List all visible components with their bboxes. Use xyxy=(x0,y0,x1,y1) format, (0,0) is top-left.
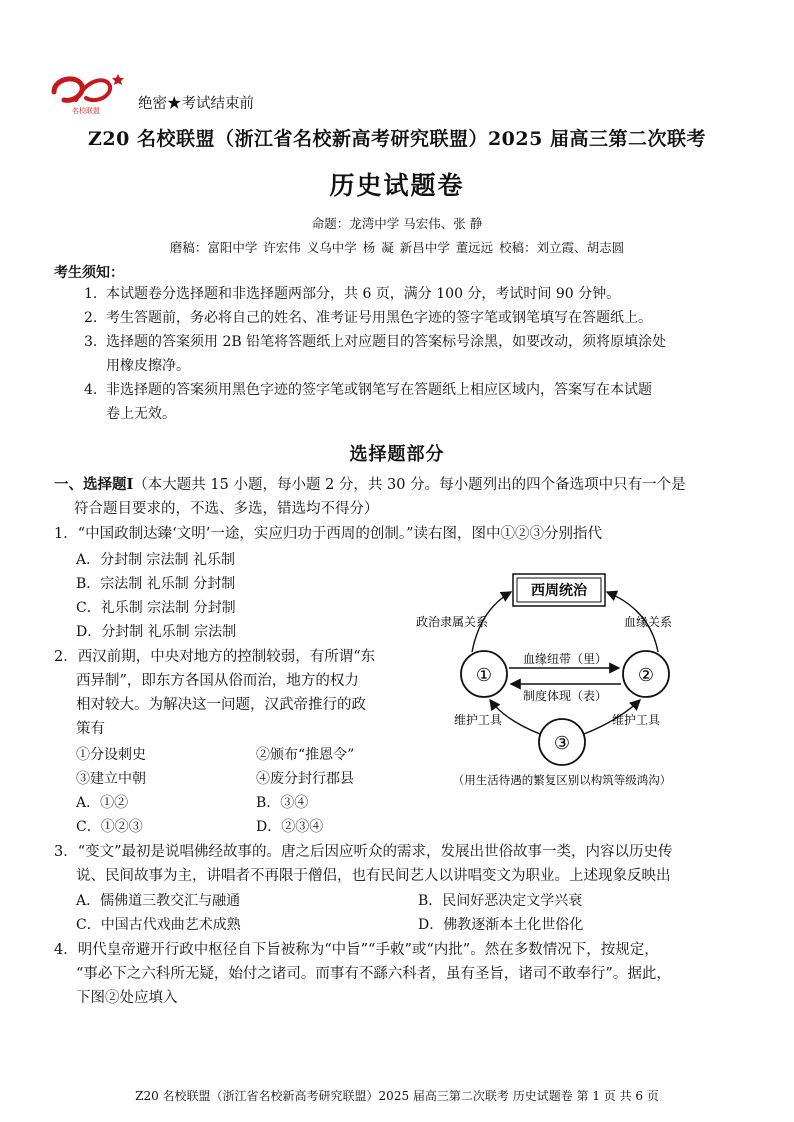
q1-option-b[interactable]: B．宗法制 礼乐制 分封制 xyxy=(76,576,236,592)
q1-stem: 1．“中国政制达臻‘文明’一途，实应归功于西周的创制。”读右图，图中①②③分别指代 xyxy=(54,526,603,542)
q3-option-a[interactable]: A．儒佛道三教交汇与融通 xyxy=(76,893,241,909)
q2-stem-line: 西异制”，即东方各国从俗而治，地方的权力 xyxy=(76,673,359,689)
notice-text: 卷上无效。 xyxy=(106,406,176,422)
q2-item-1: ①分设刺史 xyxy=(76,747,146,763)
notice-number: 2. xyxy=(84,310,98,326)
node-3-label: ③ xyxy=(553,733,571,754)
label-political: 政治隶属关系 xyxy=(416,615,489,629)
notice-text: 本试题卷分选择题和非选择题两部分，共 6 页，满分 100 分，考试时间 90 分钟。 xyxy=(106,286,621,302)
q2-item-4: ④废分封行郡县 xyxy=(256,771,354,787)
label-blood: 血缘关系 xyxy=(624,615,673,629)
top-box-label: 西周统治 xyxy=(531,583,587,599)
node-2-label: ② xyxy=(637,665,655,686)
q3-option-d[interactable]: D．佛教逐渐本土化世俗化 xyxy=(418,917,584,933)
section-title: 选择题部分 xyxy=(349,444,445,465)
q3-option-b[interactable]: B．民间好恶决定文学兴衰 xyxy=(418,893,583,909)
part-desc: （本大题共 15 小题，每小题 2 分，共 30 分。每小题列出的四个备选项中只有一个是 xyxy=(133,477,686,493)
notice-text: 选择题的答案须用 2B 铅笔将答题纸上对应题目的答案标号涂黑，如要改动，须将原填涂处 xyxy=(106,334,667,350)
node-1-label: ① xyxy=(475,665,493,686)
q2-item-2: ②颁布“推恩令” xyxy=(256,747,355,763)
notice-text: 用橡皮擦净。 xyxy=(106,358,190,374)
notice-number: 4. xyxy=(84,382,98,398)
q3-stem-line: 说、民间故事为主，讲唱者不再限于僧侣，也有民间艺人以讲唱变文为职业。上述现象反映出 xyxy=(76,868,671,884)
part-label: 一、选择题Ⅰ xyxy=(54,476,134,493)
q4-stem-line: 4．明代皇帝避开行政中枢径自下旨被称为“中旨”“手敕”或“内批”。然在多数情况下，按规定， xyxy=(54,942,659,958)
subject-title: 历史试题卷 xyxy=(329,171,465,200)
diagram-caption: （用生活待遇的繁复区别以构筑等级鸿沟） xyxy=(452,773,672,787)
credits-line-2: 磨稿：富阳中学 许宏伟 义乌中学 杨 凝 新昌中学 董远远 校稿：刘立霞、胡志圆 xyxy=(169,240,625,255)
q1-option-c[interactable]: C．礼乐制 宗法制 分封制 xyxy=(76,600,236,616)
q2-option-d[interactable]: D．②③④ xyxy=(256,819,324,835)
q2-option-a[interactable]: A．①② xyxy=(76,795,129,811)
q2-stem-line: 2．西汉前期，中央对地方的控制较弱，有所谓“东 xyxy=(54,649,376,665)
page-footer: Z20 名校联盟（浙江省名校新高考研究联盟）2025 届高三第二次联考 历史试题卷 第 1 页 共 6 页 xyxy=(135,1089,659,1103)
notice-text: 考生答题前，务必将自己的姓名、准考证号用黑色字迹的签字笔或钢笔填写在答题纸上。 xyxy=(106,310,652,326)
label-bottom-arrow: 制度体现（表） xyxy=(522,689,608,703)
q4-stem-line: 下图②处应填入 xyxy=(76,990,178,1006)
q2-option-c[interactable]: C．①②③ xyxy=(76,819,143,835)
label-top-arrow: 血缘纽带（里） xyxy=(522,652,608,666)
credits-line-1: 命题：龙湾中学 马宏伟、张 静 xyxy=(311,216,483,231)
q2-option-b[interactable]: B．③④ xyxy=(256,795,309,811)
label-tool-left: 维护工具 xyxy=(454,713,503,727)
exam-title: Z20 名校联盟（浙江省名校新高考研究联盟）2025 届高三第二次联考 xyxy=(88,128,706,150)
notice-heading: 考生须知： xyxy=(54,265,124,281)
q1-option-d[interactable]: D．分封制 礼乐制 宗法制 xyxy=(76,624,237,640)
q4-stem-line: “事必下之六科所无疑，始付之诸司。而事有不繇六科者，虽有圣旨，诸司不敢奉行”。据此， xyxy=(76,966,671,982)
label-tool-right: 维护工具 xyxy=(612,713,661,727)
notice-text: 非选择题的答案须用黑色字迹的签字笔或钢笔写在答题纸上相应区域内，答案写在本试题 xyxy=(106,382,652,398)
q3-stem-line: 3．“变文”最初是说唱佛经故事的。唐之后因应听众的需求，发展出世俗故事一类，内容以历史传 xyxy=(54,844,673,860)
q3-option-c[interactable]: C．中国古代戏曲艺术成熟 xyxy=(76,917,241,933)
notice-number: 3. xyxy=(84,334,98,350)
notice-number: 1. xyxy=(84,286,98,302)
western-zhou-diagram xyxy=(410,570,730,810)
part-heading xyxy=(54,473,686,497)
q1-option-a[interactable]: A．分封制 宗法制 礼乐制 xyxy=(76,552,236,568)
q2-item-3: ③建立中朝 xyxy=(76,771,146,787)
q2-stem-line: 策有 xyxy=(76,721,105,737)
confidential-mark: 绝密★考试结束前 xyxy=(138,96,254,112)
school-alliance-logo xyxy=(48,70,128,116)
logo-text: 名校联盟 xyxy=(72,107,100,115)
part-desc-line2: 符合题目要求的，不选、多选，错选均不得分） xyxy=(74,501,379,517)
q2-stem-line: 相对较大。为解决这一问题，汉武帝推行的政 xyxy=(76,697,366,713)
